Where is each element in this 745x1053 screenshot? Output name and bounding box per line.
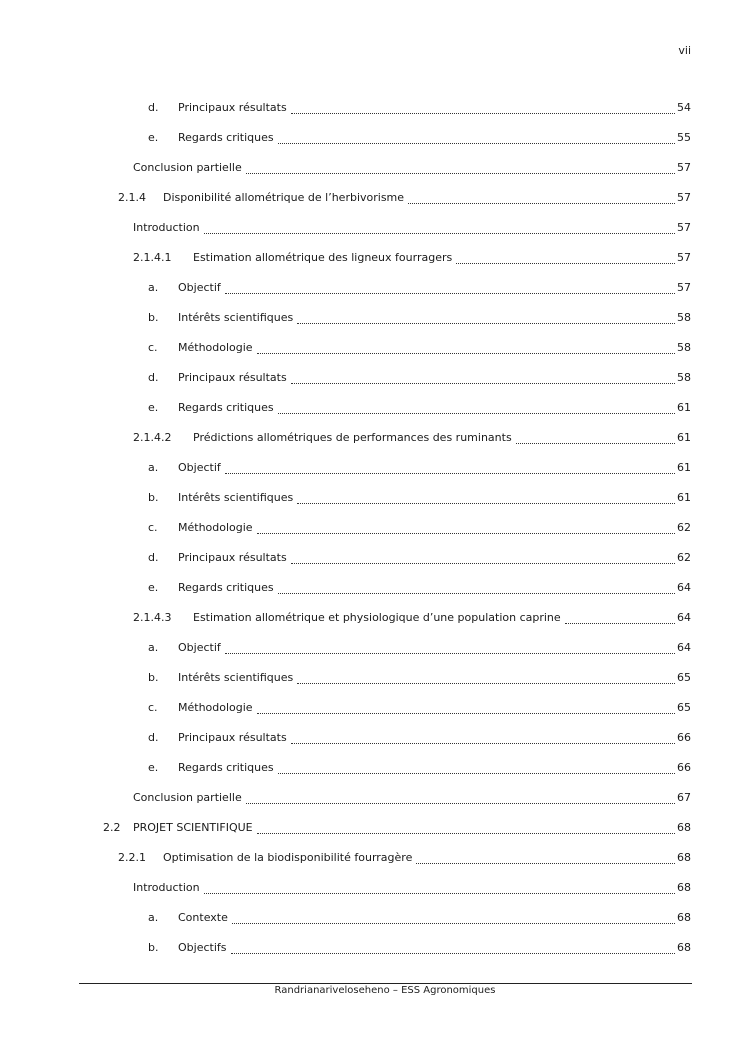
toc-entry-number: b.	[148, 671, 159, 684]
toc-entry-title: Intérêts scientifiques	[178, 491, 296, 505]
toc-entry-number: a.	[148, 641, 159, 654]
dot-leader	[204, 221, 675, 234]
toc-entry[interactable]	[0, 881, 745, 911]
toc-entry-title: Objectif	[178, 281, 224, 295]
toc-entry-title: Principaux résultats	[178, 731, 290, 745]
dot-leader	[278, 401, 675, 414]
dot-leader	[291, 551, 675, 564]
toc-entry-page: 57	[677, 281, 691, 294]
dot-leader	[225, 641, 675, 654]
toc-entry-number: c.	[148, 521, 158, 534]
dot-leader	[297, 491, 675, 504]
toc-entry-page: 65	[677, 671, 691, 684]
toc-entry-page: 62	[677, 551, 691, 564]
toc-entry-title: Introduction	[133, 881, 203, 895]
dot-leader	[257, 521, 675, 534]
toc-entry-title: Regards critiques	[178, 401, 277, 415]
toc-entry[interactable]	[0, 371, 745, 401]
toc-entry-number: 2.1.4.1	[133, 251, 172, 264]
table-of-contents	[0, 101, 745, 971]
dot-leader	[246, 161, 675, 174]
toc-entry-page: 68	[677, 881, 691, 894]
toc-entry-page: 68	[677, 911, 691, 924]
toc-entry[interactable]	[0, 521, 745, 551]
toc-entry-page: 66	[677, 761, 691, 774]
dot-leader	[278, 761, 675, 774]
toc-entry[interactable]	[0, 791, 745, 821]
toc-entry-title: Méthodologie	[178, 701, 256, 715]
toc-entry-number: d.	[148, 551, 159, 564]
toc-entry[interactable]	[0, 131, 745, 161]
toc-entry-title: Principaux résultats	[178, 101, 290, 115]
toc-entry-title: Intérêts scientifiques	[178, 311, 296, 325]
toc-entry[interactable]	[0, 701, 745, 731]
dot-leader	[565, 611, 675, 624]
toc-entry[interactable]	[0, 431, 745, 461]
toc-entry[interactable]	[0, 611, 745, 641]
toc-entry-title: Regards critiques	[178, 581, 277, 595]
toc-entry[interactable]	[0, 341, 745, 371]
toc-entry-title: Disponibilité allométrique de l’herbivorisme	[163, 191, 407, 205]
toc-entry-page: 57	[677, 251, 691, 264]
toc-entry-title: Objectif	[178, 461, 224, 475]
dot-leader	[257, 341, 675, 354]
toc-entry[interactable]	[0, 461, 745, 491]
toc-entry[interactable]	[0, 491, 745, 521]
toc-entry-page: 58	[677, 341, 691, 354]
dot-leader	[456, 251, 675, 264]
toc-entry[interactable]	[0, 941, 745, 971]
dot-leader	[297, 671, 675, 684]
toc-entry-page: 68	[677, 821, 691, 834]
toc-entry-number: 2.1.4	[118, 191, 146, 204]
dot-leader	[257, 701, 675, 714]
toc-entry-title: PROJET SCIENTIFIQUE	[133, 821, 256, 835]
dot-leader	[278, 131, 675, 144]
dot-leader	[291, 371, 675, 384]
toc-entry-title: Méthodologie	[178, 521, 256, 535]
toc-entry-number: 2.1.4.2	[133, 431, 172, 444]
toc-entry-page: 62	[677, 521, 691, 534]
toc-entry-number: b.	[148, 941, 159, 954]
toc-entry-number: d.	[148, 731, 159, 744]
toc-entry-number: d.	[148, 371, 159, 384]
toc-entry[interactable]	[0, 641, 745, 671]
toc-entry-number: a.	[148, 461, 159, 474]
toc-entry[interactable]	[0, 581, 745, 611]
toc-entry[interactable]	[0, 671, 745, 701]
toc-entry-title: Intérêts scientifiques	[178, 671, 296, 685]
toc-entry-title: Objectif	[178, 641, 224, 655]
toc-entry-page: 61	[677, 401, 691, 414]
dot-leader	[225, 461, 675, 474]
toc-entry-page: 58	[677, 371, 691, 384]
toc-entry-page: 64	[677, 611, 691, 624]
toc-entry[interactable]	[0, 551, 745, 581]
toc-entry-title: Regards critiques	[178, 761, 277, 775]
toc-entry-page: 64	[677, 641, 691, 654]
toc-entry[interactable]	[0, 251, 745, 281]
toc-entry[interactable]	[0, 221, 745, 251]
dot-leader	[204, 881, 675, 894]
footer-text: Randrianarivelosehenо – ESS Agronomiques	[274, 985, 496, 996]
toc-entry-title: Estimation allométrique et physiologique d’une population caprine	[193, 611, 564, 625]
toc-entry-number: e.	[148, 401, 159, 414]
toc-entry-title: Optimisation de la biodisponibilité fourragère	[163, 851, 415, 865]
toc-entry-page: 58	[677, 311, 691, 324]
toc-entry[interactable]	[0, 161, 745, 191]
toc-entry[interactable]	[0, 821, 745, 851]
dot-leader	[257, 821, 675, 834]
toc-entry-page: 64	[677, 581, 691, 594]
toc-entry-title: Principaux résultats	[178, 551, 290, 565]
toc-entry-title: Principaux résultats	[178, 371, 290, 385]
toc-entry[interactable]	[0, 191, 745, 221]
toc-entry-number: d.	[148, 101, 159, 114]
toc-entry-page: 65	[677, 701, 691, 714]
toc-entry-page: 61	[677, 431, 691, 444]
toc-entry[interactable]	[0, 401, 745, 431]
toc-entry-title: Estimation allométrique des ligneux fourragers	[193, 251, 455, 265]
dot-leader	[297, 311, 675, 324]
toc-entry-page: 54	[677, 101, 691, 114]
toc-entry[interactable]	[0, 281, 745, 311]
dot-leader	[232, 911, 675, 924]
dot-leader	[408, 191, 675, 204]
toc-entry[interactable]	[0, 911, 745, 941]
toc-entry-number: b.	[148, 491, 159, 504]
toc-entry-page: 61	[677, 461, 691, 474]
toc-entry-page: 55	[677, 131, 691, 144]
dot-leader	[225, 281, 675, 294]
page-number: vii	[678, 44, 691, 57]
toc-entry-number: 2.2.1	[118, 851, 146, 864]
toc-entry-page: 57	[677, 161, 691, 174]
toc-entry-number: b.	[148, 311, 159, 324]
toc-entry-page: 68	[677, 941, 691, 954]
dot-leader	[416, 851, 675, 864]
toc-entry-page: 67	[677, 791, 691, 804]
toc-entry[interactable]	[0, 731, 745, 761]
dot-leader	[291, 731, 675, 744]
toc-entry-number: c.	[148, 341, 158, 354]
toc-entry-number: e.	[148, 581, 159, 594]
toc-entry-title: Regards critiques	[178, 131, 277, 145]
toc-entry-page: 61	[677, 491, 691, 504]
toc-entry-number: a.	[148, 911, 159, 924]
toc-entry-number: e.	[148, 761, 159, 774]
toc-entry-number: 2.2	[103, 821, 121, 834]
toc-entry-title: Conclusion partielle	[133, 791, 245, 805]
dot-leader	[291, 101, 675, 114]
toc-entry-page: 68	[677, 851, 691, 864]
toc-entry-number: 2.1.4.3	[133, 611, 172, 624]
toc-entry-number: a.	[148, 281, 159, 294]
dot-leader	[516, 431, 675, 444]
dot-leader	[278, 581, 675, 594]
toc-entry[interactable]	[0, 851, 745, 881]
toc-entry-title: Introduction	[133, 221, 203, 235]
footer-divider	[79, 983, 692, 984]
toc-entry[interactable]	[0, 761, 745, 791]
toc-entry-page: 66	[677, 731, 691, 744]
dot-leader	[231, 941, 676, 954]
toc-entry[interactable]	[0, 311, 745, 341]
toc-entry-title: Conclusion partielle	[133, 161, 245, 175]
toc-entry-title: Contexte	[178, 911, 231, 925]
toc-entry-title: Méthodologie	[178, 341, 256, 355]
toc-entry-title: Objectifs	[178, 941, 230, 955]
toc-entry-page: 57	[677, 191, 691, 204]
toc-entry-number: c.	[148, 701, 158, 714]
toc-entry-title: Prédictions allométriques de performances des ruminants	[193, 431, 515, 445]
toc-entry[interactable]	[0, 101, 745, 131]
dot-leader	[246, 791, 675, 804]
toc-entry-number: e.	[148, 131, 159, 144]
toc-entry-page: 57	[677, 221, 691, 234]
